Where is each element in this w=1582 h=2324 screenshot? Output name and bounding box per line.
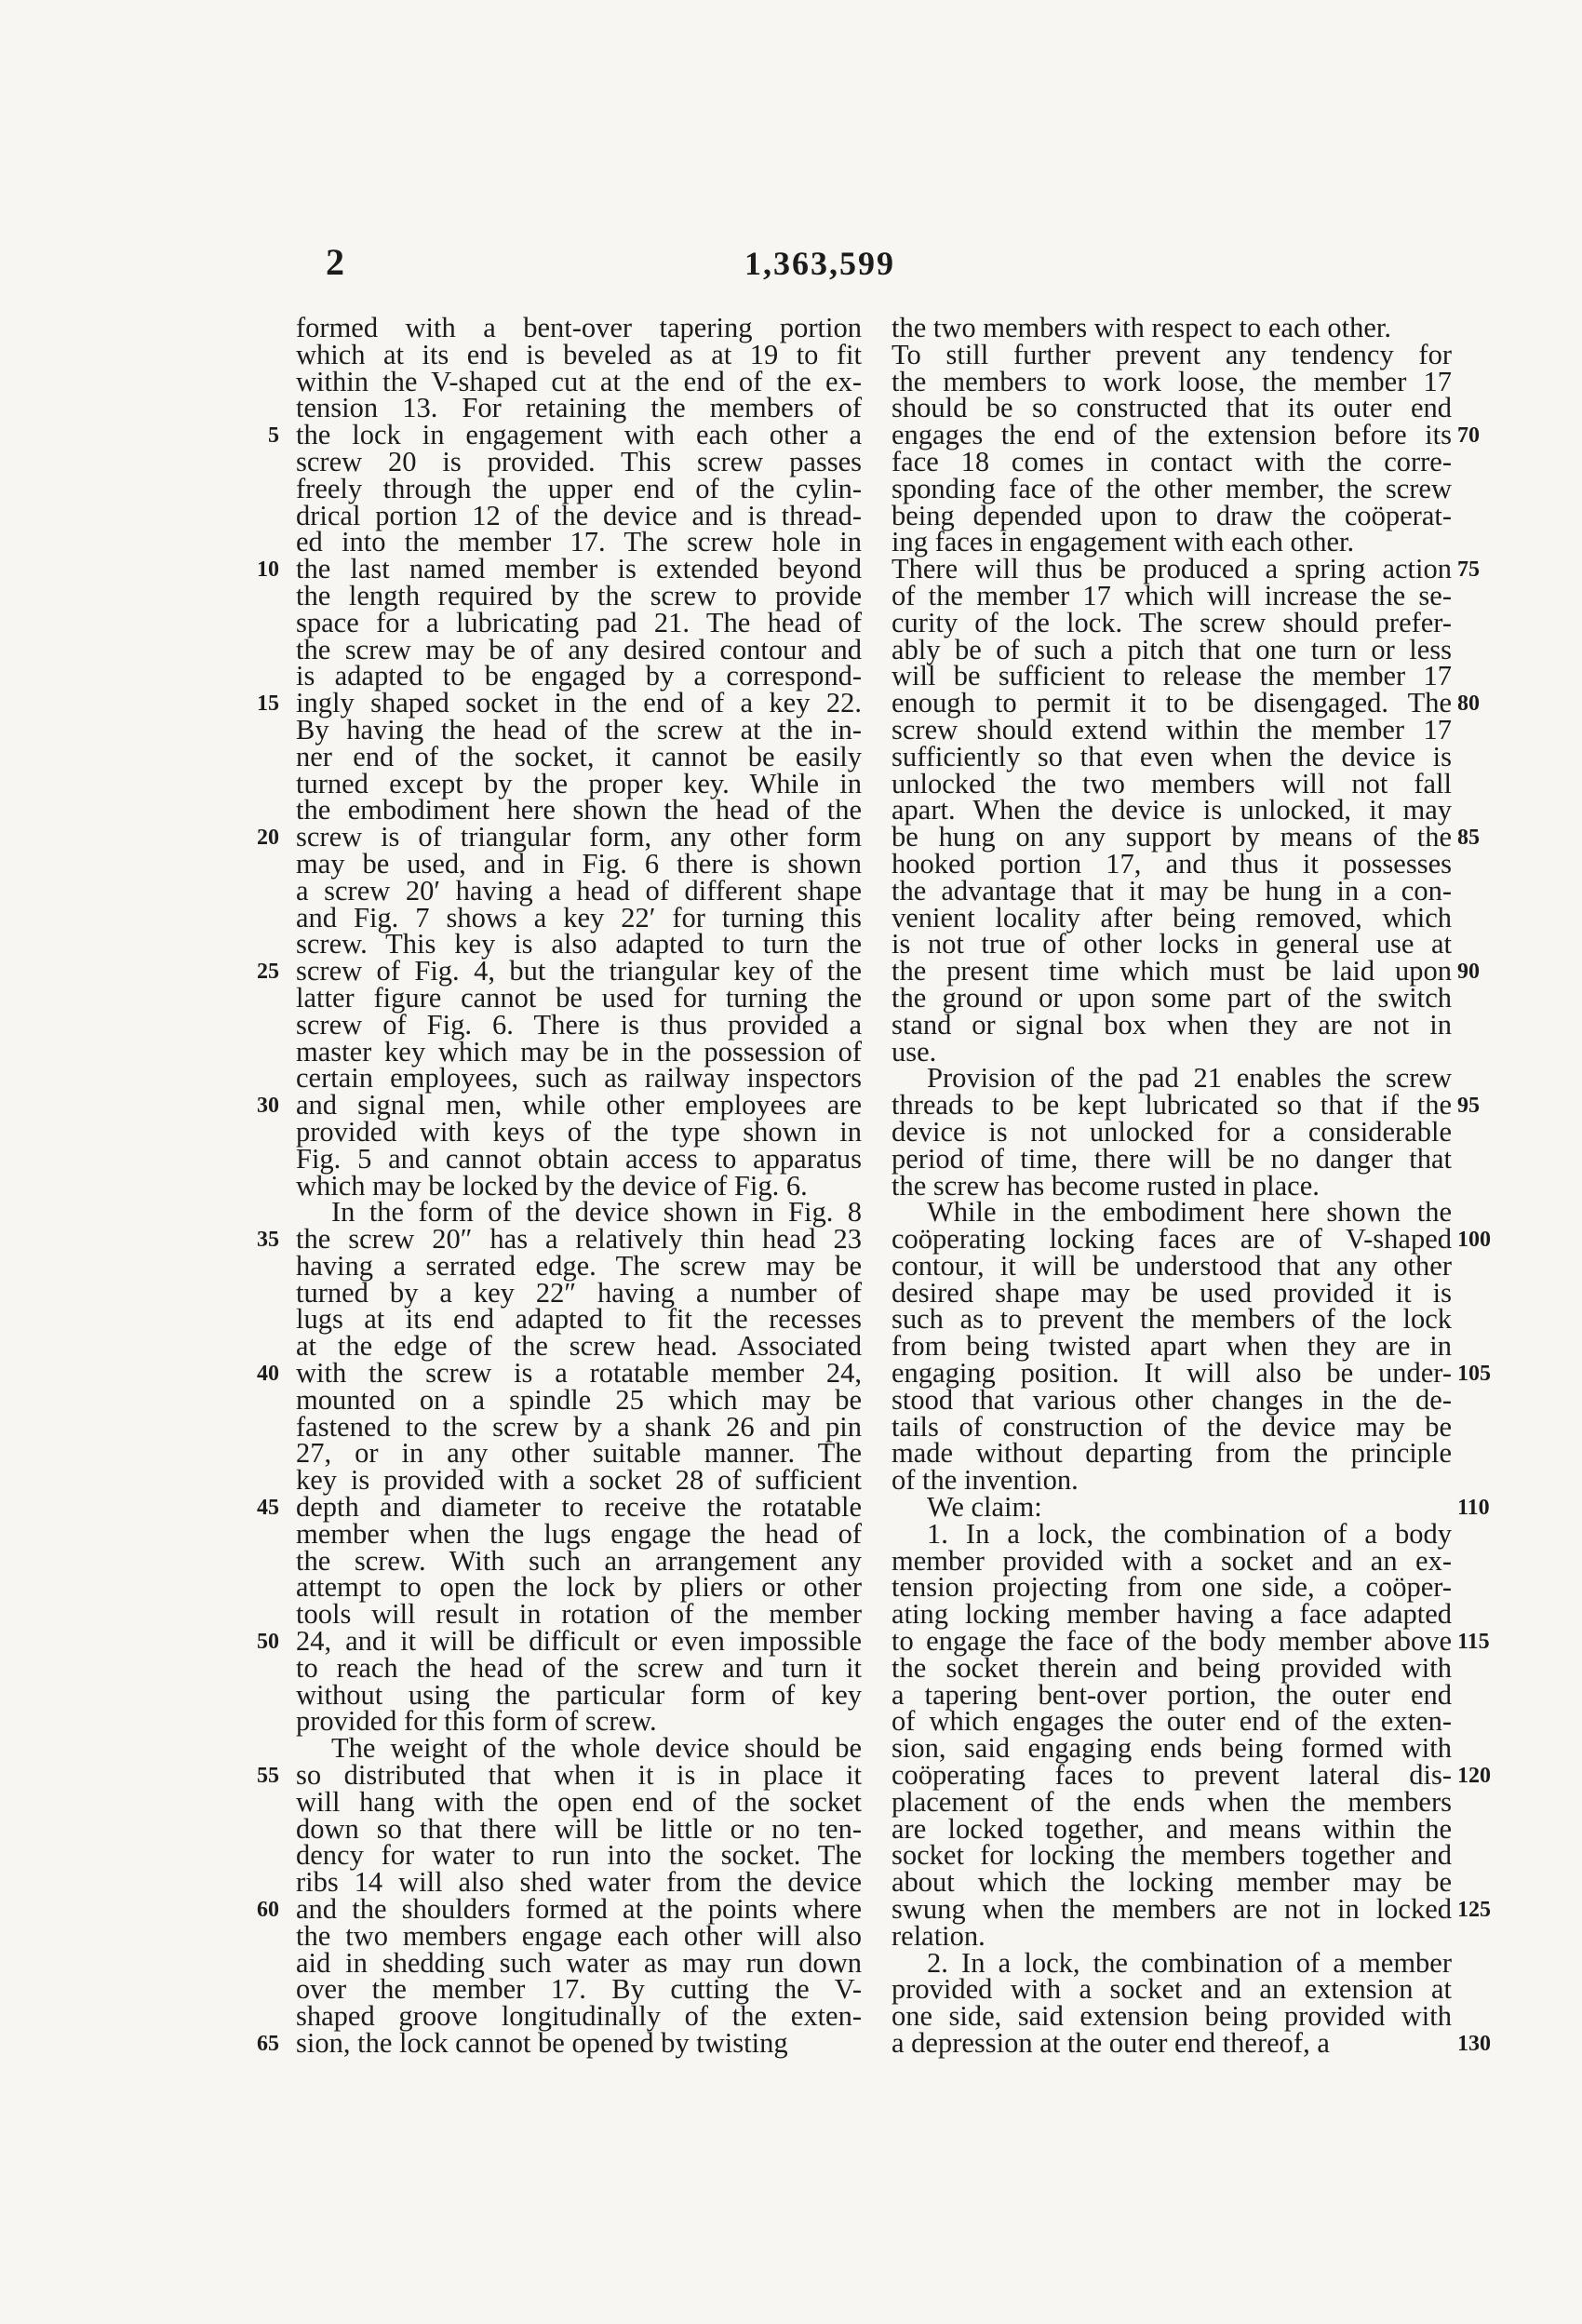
text-line: which may be locked by the device of Fig. 6.	[296, 1169, 808, 1202]
text-line: the screw has become rusted in place.	[892, 1169, 1320, 1202]
text-line: the ground or upon some part of the switch	[892, 981, 1452, 1014]
text-line: shaped groove longitudinally of the exten-	[296, 2000, 862, 2033]
text-line: ed into the member 17. The screw hole in	[296, 526, 862, 558]
text-line: being depended upon to draw the coöperat-	[892, 499, 1452, 531]
patent-number: 1,363,599	[744, 245, 895, 282]
line-number: 100	[1457, 1228, 1491, 1253]
text-line: tails of construction of the device may be	[892, 1410, 1452, 1443]
text-line: curity of the lock. The screw should prefer-	[892, 606, 1452, 638]
text-line: at the edge of the screw head. Associated	[296, 1330, 862, 1363]
text-line: To still further prevent any tendency for	[892, 338, 1452, 370]
text-line: period of time, there will be no danger that	[892, 1142, 1452, 1175]
right-text-column	[892, 312, 1452, 2059]
text-line: of the invention.	[892, 1464, 1079, 1497]
text-line: In the form of the device shown in Fig. 8	[331, 1196, 862, 1229]
text-line: and Fig. 7 shows a key 22′ for turning this	[296, 901, 862, 934]
text-line: over the member 17. By cutting the V-	[296, 1973, 862, 2006]
text-line: desired shape may be used provided it is	[892, 1276, 1452, 1309]
text-line: screw of Fig. 4, but the triangular key of the	[296, 955, 862, 987]
text-line: within the V-shaped cut at the end of the ex-	[296, 365, 862, 397]
line-number: 55	[257, 1764, 279, 1789]
line-number: 70	[1457, 423, 1480, 449]
text-line: engages the end of the extension before its	[892, 419, 1452, 451]
text-line: fastened to the screw by a shank 26 and pin	[296, 1410, 862, 1443]
text-line: the lock in engagement with each other a	[296, 419, 862, 451]
text-line: ner end of the socket, it cannot be easily	[296, 740, 862, 772]
line-number: 75	[1457, 557, 1480, 583]
line-number: 80	[1457, 692, 1480, 717]
text-line: 2. In a lock, the combination of a member	[927, 1946, 1452, 1979]
text-line: swung when the members are not in locked	[892, 1893, 1452, 1926]
text-line: tension 13. For retaining the members of	[296, 392, 862, 424]
text-line: sponding face of the other member, the screw	[892, 472, 1452, 504]
text-line: tools will result in rotation of the member	[296, 1598, 862, 1631]
text-line: having a serrated edge. The screw may be	[296, 1249, 862, 1282]
text-line: is adapted to be engaged by a correspond-	[296, 660, 862, 692]
text-line: ribs 14 will also shed water from the device	[296, 1866, 862, 1899]
text-line: screw is of triangular form, any other form	[296, 821, 862, 853]
text-line: freely through the upper end of the cylin-	[296, 472, 862, 504]
line-number: 105	[1457, 1362, 1491, 1387]
line-number: 110	[1457, 1496, 1490, 1521]
text-line: ingly shaped socket in the end of a key 22.	[296, 687, 862, 719]
line-number: 45	[257, 1496, 279, 1521]
text-line: apart. When the device is unlocked, it may	[892, 794, 1452, 826]
text-line: the members to work loose, the member 17	[892, 365, 1452, 397]
text-line: the present time which must be laid upon	[892, 955, 1452, 987]
text-line: device is not unlocked for a considerable	[892, 1115, 1452, 1148]
text-line: lugs at its end adapted to fit the recesses	[296, 1303, 862, 1336]
text-line: which at its end is beveled as at 19 to fit	[296, 338, 862, 370]
text-line: venient locality after being removed, which	[892, 901, 1452, 934]
line-number: 15	[257, 692, 279, 717]
text-line: aid in shedding such water as may run down	[296, 1946, 862, 1979]
text-line: threads to be kept lubricated so that if the	[892, 1089, 1452, 1122]
text-line: is not true of other locks in general use at	[892, 928, 1452, 960]
text-line: the screw. With such an arrangement any	[296, 1544, 862, 1577]
text-line: about which the locking member may be	[892, 1866, 1452, 1899]
text-line: the two members with respect to each other.	[892, 312, 1391, 343]
text-line: sion, the lock cannot be opened by twisting	[296, 2027, 788, 2059]
text-line: provided for this form of screw.	[296, 1705, 657, 1738]
line-number: 50	[257, 1630, 279, 1655]
text-line: We claim:	[927, 1491, 1042, 1524]
text-line: ing faces in engagement with each other.	[892, 526, 1355, 558]
line-number: 120	[1457, 1764, 1491, 1789]
text-line: one side, said extension being provided with	[892, 2000, 1452, 2033]
text-line: of the member 17 which will increase the se-	[892, 579, 1452, 611]
line-number: 130	[1457, 2032, 1491, 2057]
text-line: coöperating faces to prevent lateral dis-	[892, 1759, 1452, 1792]
text-line: use.	[892, 1035, 937, 1068]
line-number: 5	[268, 423, 279, 449]
text-line: ating locking member having a face adapted	[892, 1598, 1452, 1631]
text-line: sufficiently so that even when the device is	[892, 740, 1452, 772]
text-line: the socket therein and being provided with	[892, 1651, 1452, 1684]
text-line: master key which may be in the possession of	[296, 1035, 862, 1068]
text-line: such as to prevent the members of the lock	[892, 1303, 1452, 1336]
text-line: dency for water to run into the socket. The	[296, 1839, 862, 1872]
text-line: drical portion 12 of the device and is thread-	[296, 499, 862, 531]
text-line: Fig. 5 and cannot obtain access to apparatus	[296, 1142, 862, 1175]
text-line: to engage the face of the body member above	[892, 1625, 1452, 1658]
text-line: will be sufficient to release the member 17	[892, 660, 1452, 692]
line-number: 60	[257, 1898, 279, 1923]
text-line: the advantage that it may be hung in a con-	[892, 874, 1452, 907]
line-number: 115	[1457, 1630, 1490, 1655]
text-line: without using the particular form of key	[296, 1678, 862, 1711]
text-line: will hang with the open end of the socket	[296, 1785, 862, 1818]
text-line: screw 20 is provided. This screw passes	[296, 445, 862, 477]
text-line: of which engages the outer end of the exten-	[892, 1705, 1452, 1738]
text-line: engaging position. It will also be under-	[892, 1357, 1452, 1390]
text-line: should be so constructed that its outer end	[892, 392, 1452, 424]
text-line: from being twisted apart when they are in	[892, 1330, 1452, 1363]
text-line: with the screw is a rotatable member 24,	[296, 1357, 862, 1390]
line-number: 10	[257, 557, 279, 583]
text-line: so distributed that when it is in place it	[296, 1759, 862, 1792]
text-line: the length required by the screw to provide	[296, 579, 862, 611]
text-line: placement of the ends when the members	[892, 1785, 1452, 1818]
text-line: turned by a key 22″ having a number of	[296, 1276, 862, 1309]
text-line: stood that various other changes in the de-	[892, 1383, 1452, 1416]
text-line: the screw 20″ has a relatively thin head 23	[296, 1223, 862, 1256]
text-line: down so that there will be little or no ten-	[296, 1812, 862, 1845]
line-number: 85	[1457, 826, 1480, 851]
text-line: socket for locking the members together and	[892, 1839, 1452, 1872]
text-line: key is provided with a socket 28 of sufficient	[296, 1464, 862, 1497]
text-line: space for a lubricating pad 21. The head of	[296, 606, 862, 638]
text-line: depth and diameter to receive the rotatable	[296, 1491, 862, 1524]
text-line: member provided with a socket and an ex-	[892, 1544, 1452, 1577]
text-line: certain employees, such as railway inspectors	[296, 1062, 862, 1095]
text-line: While in the embodiment here shown the	[927, 1196, 1452, 1229]
text-line: contour, it will be understood that any other	[892, 1249, 1452, 1282]
text-line: a screw 20′ having a head of different shape	[296, 874, 862, 907]
line-number: 35	[257, 1228, 279, 1253]
text-line: a depression at the outer end thereof, a	[892, 2027, 1330, 2059]
line-number: 65	[257, 2032, 279, 2057]
text-line: the last named member is extended beyond	[296, 553, 862, 585]
text-line: sion, said engaging ends being formed with	[892, 1732, 1452, 1765]
text-line: are locked together, and means within the	[892, 1812, 1452, 1845]
text-line: coöperating locking faces are of V-shaped	[892, 1223, 1452, 1256]
line-number: 40	[257, 1362, 279, 1387]
text-line: and the shoulders formed at the points where	[296, 1893, 862, 1926]
left-text-column	[296, 312, 862, 2059]
text-line: ably be of such a pitch that one turn or less	[892, 633, 1452, 665]
line-number: 90	[1457, 960, 1480, 985]
text-line: to reach the head of the screw and turn it	[296, 1651, 862, 1684]
text-line: turned except by the proper key. While in	[296, 767, 862, 799]
text-line: member when the lugs engage the head of	[296, 1517, 862, 1550]
text-line: the screw may be of any desired contour and	[296, 633, 862, 665]
text-line: mounted on a spindle 25 which may be	[296, 1383, 862, 1416]
text-line: a tapering bent-over portion, the outer end	[892, 1678, 1452, 1711]
text-line: screw of Fig. 6. There is thus provided a	[296, 1008, 862, 1041]
text-line: be hung on any support by means of the	[892, 821, 1452, 853]
text-line: may be used, and in Fig. 6 there is shown	[296, 847, 862, 880]
text-line: relation.	[892, 1919, 985, 1952]
text-line: the two members engage each other will also	[296, 1919, 862, 1952]
text-line: By having the head of the screw at the in-	[296, 713, 862, 746]
text-line: 1. In a lock, the combination of a body	[927, 1517, 1452, 1550]
text-line: hooked portion 17, and thus it possesses	[892, 847, 1452, 880]
text-line: provided with keys of the type shown in	[296, 1115, 862, 1148]
line-number: 95	[1457, 1094, 1480, 1119]
line-number: 30	[257, 1094, 279, 1119]
text-line: stand or signal box when they are not in	[892, 1008, 1452, 1041]
line-number: 20	[257, 826, 279, 851]
text-line: tension projecting from one side, a coöper-	[892, 1571, 1452, 1604]
text-line: latter figure cannot be used for turning the	[296, 981, 862, 1014]
text-line: 24, and it will be difficult or even impossible	[296, 1625, 862, 1658]
text-line: face 18 comes in contact with the corre-	[892, 445, 1452, 477]
text-line: 27, or in any other suitable manner. The	[296, 1437, 862, 1470]
line-number: 25	[257, 960, 279, 985]
text-line: provided with a socket and an extension at	[892, 1973, 1452, 2006]
text-line: screw. This key is also adapted to turn the	[296, 928, 862, 960]
text-line: and signal men, while other employees are	[296, 1089, 862, 1122]
text-line: made without departing from the principle	[892, 1437, 1452, 1470]
text-line: the embodiment here shown the head of the	[296, 794, 862, 826]
text-line: formed with a bent-over tapering portion	[296, 312, 862, 343]
text-line: unlocked the two members will not fall	[892, 767, 1452, 799]
text-line: enough to permit it to be disengaged. The	[892, 687, 1452, 719]
line-number: 125	[1457, 1898, 1491, 1923]
text-line: attempt to open the lock by pliers or other	[296, 1571, 862, 1604]
text-line: screw should extend within the member 17	[892, 713, 1452, 746]
text-line: There will thus be produced a spring action	[892, 553, 1452, 585]
text-line: Provision of the pad 21 enables the screw	[927, 1062, 1452, 1095]
page-number: 2	[326, 241, 345, 283]
text-line: The weight of the whole device should be	[331, 1732, 862, 1765]
